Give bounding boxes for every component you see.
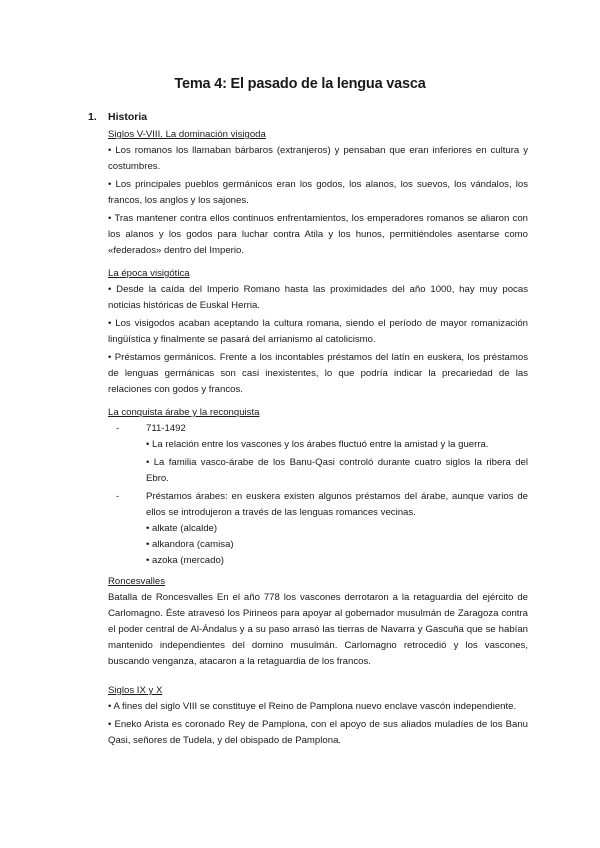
- dash-item: [108, 421, 528, 437]
- list-item: • La familia vasco-árabe de los Banu-Qasi controló durante cuatro siglos la ribera del Ebro.: [146, 457, 528, 484]
- section-heading: Historia: [108, 111, 148, 123]
- section-epoca-visigotica: [108, 266, 528, 398]
- paragraph: • Los visigodos acaban aceptando la cultura romana, siendo el período de mayor romanización lingüística y finalmente se pasará del arrianismo al catolicismo.: [108, 318, 528, 345]
- list-item: • azoka (mercado): [146, 555, 225, 566]
- paragraph: • Eneko Arista es coronado Rey de Pamplona, con el apoyo de sus aliados muladíes de los Banu Qasi, señores de Tudela, y del obispado de Pamplona.: [108, 719, 528, 746]
- paragraph: Batalla de Roncesvalles En el año 778 los vascones derrotaron a la retaguardia del ejército de Carlomagno. Éste atravesó los Pirineos para apoyar al gobernador musulmán de Zaragoza contra el poder central de Al-Ándalus y a su paso arrasó las tierras de Navarra y Gascuña que se habían mantenido independientes del domino musulmán. Carlomagno retrocedió y los vascones, buscando venganza, atacaron a la retaguardia de los francos.: [108, 592, 528, 667]
- dash-item-label: 711-1492: [146, 423, 186, 434]
- subheading-roncesvalles: Roncesvalles: [108, 576, 166, 587]
- paragraph: • Desde la caída del Imperio Romano hasta las proximidades del año 1000, hay muy pocas noticias históricas de Euskal Herria.: [108, 284, 528, 311]
- list-item: • alkandora (camisa): [146, 539, 234, 550]
- document-title: Tema 4: El pasado de la lengua vasca: [174, 76, 426, 92]
- dash-marker: -: [116, 423, 120, 434]
- subheading-siglos-ix-x: Siglos IX y X: [108, 685, 163, 696]
- paragraph: • A fines del siglo VIII se constituye el Reino de Pamplona nuevo enclave vascón independiente.: [108, 701, 517, 712]
- paragraph: • Los romanos los llamaban bárbaros (extranjeros) y pensaban que eran inferiores en cultura y costumbres.: [108, 145, 528, 172]
- dash-marker: -: [116, 491, 120, 502]
- dash-item: [108, 489, 528, 521]
- section-number: 1.: [88, 111, 97, 123]
- subheading-visigoda: Siglos V-VIII. La dominación visigoda: [108, 129, 266, 140]
- section-conquista-arabe: [108, 405, 528, 569]
- list-item: • alkate (alcalde): [146, 523, 218, 534]
- paragraph: • Tras mantener contra ellos continuos enfrentamientos, los emperadores romanos se aliaron con los alanos y los godos para luchar contra Atila y los hunos, permitiéndoles asentarse como «federados» dentro del Imperio.: [108, 213, 528, 256]
- bullet-group: [108, 521, 528, 569]
- section-visigoda: [108, 127, 528, 259]
- bullet-group: [108, 437, 528, 487]
- section-siglos-ix-x: [108, 683, 528, 749]
- dash-item-label: Préstamos árabes: en euskera existen algunos préstamos del árabe, aunque varios de ellos se introdujeron a través de las lenguas romances vecinas.: [146, 491, 528, 518]
- subheading-epoca-visigotica: La época visigótica: [108, 268, 190, 279]
- paragraph: • Préstamos germánicos. Frente a los incontables préstamos del latín en euskera, los préstamos de lenguas germánicas son casi inexistentes, lo que podría indicar la precariedad de las relaciones con godos y francos.: [108, 352, 528, 395]
- section-roncesvalles: [108, 574, 528, 670]
- subheading-conquista-arabe: La conquista árabe y la reconquista: [108, 407, 260, 418]
- paragraph: • Los principales pueblos germánicos eran los godos, los alanos, los suevos, los vándalos, los francos, los anglos y los sajones.: [108, 179, 528, 206]
- list-item: • La relación entre los vascones y los árabes fluctuó entre la amistad y la guerra.: [146, 439, 489, 450]
